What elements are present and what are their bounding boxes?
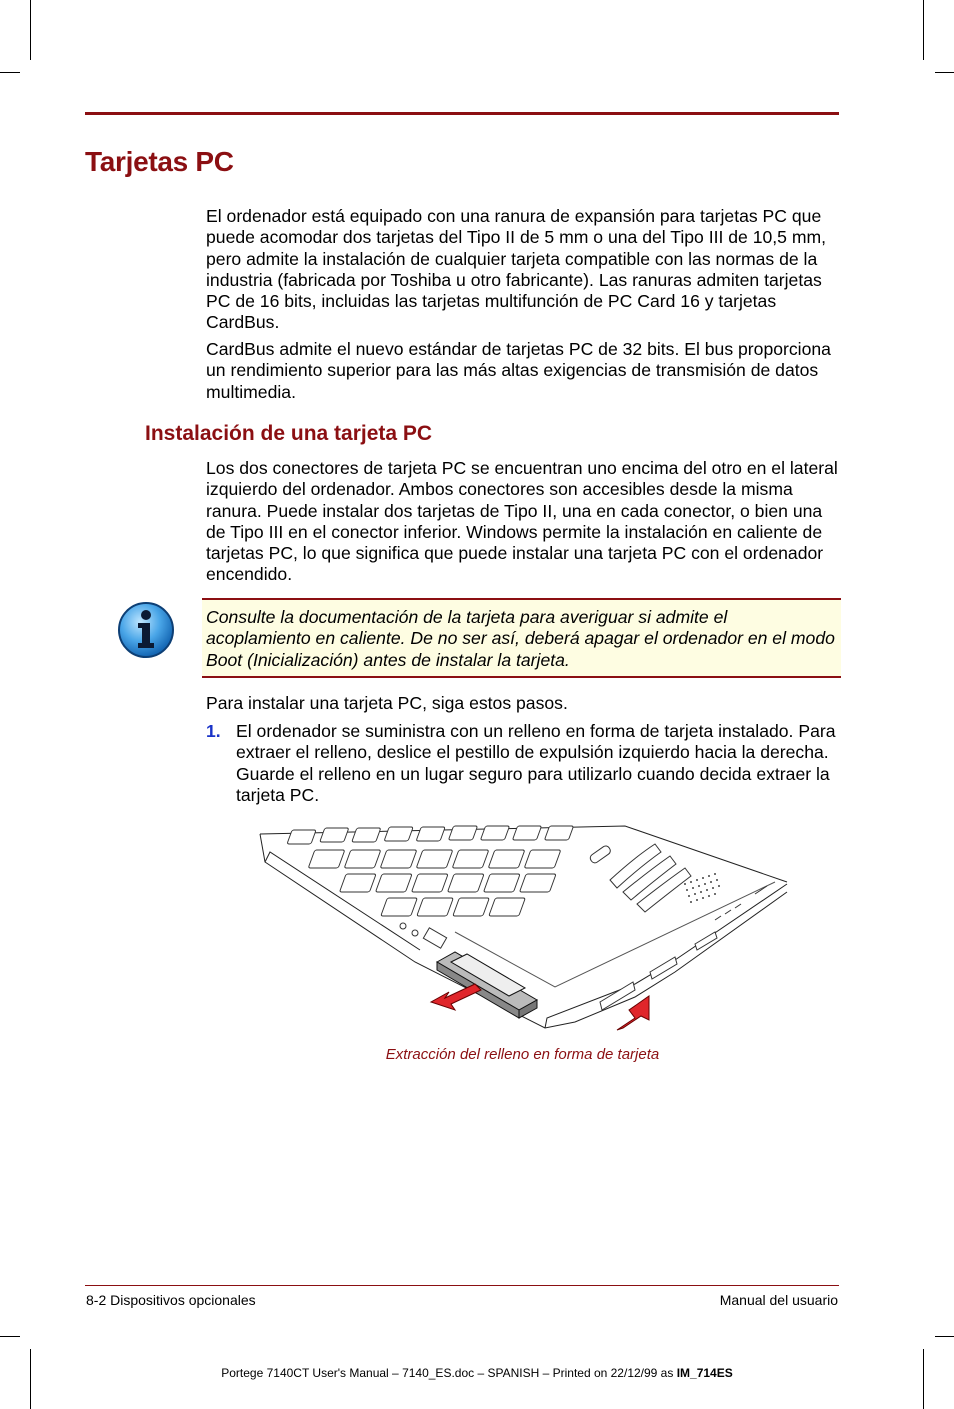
intro-paragraph-1: El ordenador está equipado con una ranura de expansión para tarjetas PC que puede acomodar dos tarjetas del Tipo II de 5 mm o una del Tipo III de 10,5 mm, pero admite la instalación de cualquier tarjeta compatible con las normas de la industria (fabricada por Toshiba u otro fabricante). Las ranuras admiten tarjetas PC de 16 bits, incluidas las tarjetas multifunción de PC Card 16 y tarjetas CardBus. (206, 206, 827, 333)
crop-mark (923, 0, 924, 60)
info-icon (117, 601, 175, 659)
crop-mark (30, 0, 31, 60)
print-info-line (0, 1366, 954, 1380)
figure-caption: Extracción del relleno en forma de tarjeta (385, 1046, 660, 1063)
footer-manual-name: Manual del usuario (719, 1292, 838, 1308)
crop-mark (0, 72, 20, 73)
footer-section: 8-2 Dispositivos opcionales (86, 1292, 256, 1308)
intro-paragraph-2: CardBus admite el nuevo estándar de tarjetas PC de 32 bits. El bus proporciona un rendimiento superior para las más altas exigencias de transmisión de datos multimedia. (206, 339, 831, 402)
crop-mark (935, 72, 954, 73)
note-text: Consulte la documentación de la tarjeta para averiguar si admite el acoplamiento en caliente. De no ser así, deberá apagar el ordenador en el modo Boot (Inicialización) antes de instalar la tarjeta. (206, 607, 835, 670)
print-info-code: IM_714ES (676, 1366, 733, 1380)
section-paragraph: Los dos conectores de tarjeta PC se encuentran uno encima del otro en el lateral izquierdo del ordenador. Ambos conectores son accesibles desde la misma ranura. Puede instalar dos tarjetas de Tipo II, una en cada conector, o bien una de Tipo III en el conector inferior. Windows permite la instalación en caliente de tarjetas PC, lo que significa que puede instalar una tarjeta PC con el ordenador encendido. (206, 458, 838, 585)
page-title: Tarjetas PC (85, 146, 234, 177)
laptop-card-illustration (255, 822, 790, 1034)
footer-rule (85, 1285, 839, 1286)
steps-intro: Para instalar una tarjeta PC, siga estos pasos. (206, 693, 568, 713)
header-rule (85, 112, 839, 115)
step-text: El ordenador se suministra con un relleno en forma de tarjeta instalado. Para extraer el relleno, deslice el pestillo de expulsión izquierdo hacia la derecha. Guarde el relleno en un lugar seguro para utilizarlo cuando decida extraer la tarjeta PC. (236, 721, 836, 805)
step-number: 1. (206, 721, 221, 741)
section-title: Instalación de una tarjeta PC (145, 422, 433, 445)
crop-mark (935, 1336, 954, 1337)
print-info-text: Portege 7140CT User's Manual – 7140_ES.doc – SPANISH – Printed on 22/12/99 as (221, 1366, 677, 1380)
crop-mark (0, 1336, 20, 1337)
